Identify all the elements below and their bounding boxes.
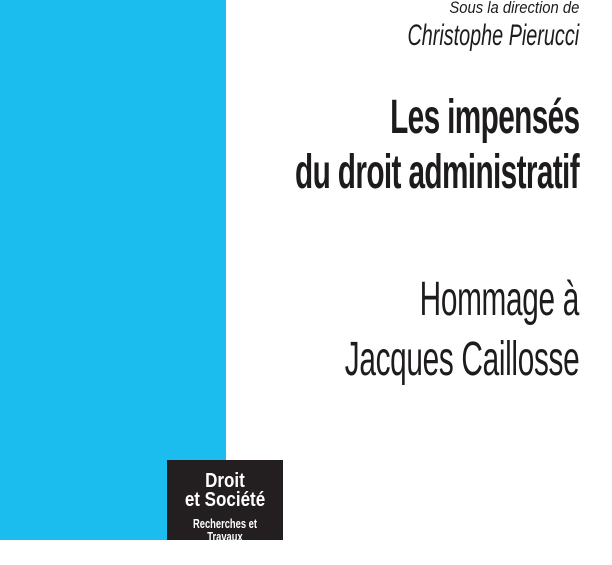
series-subname: Recherches et Travaux xyxy=(192,516,257,544)
byline-author-name: Christophe Pierucci xyxy=(407,19,579,52)
book-title-line2: du droit administratif xyxy=(295,146,579,199)
color-band xyxy=(0,0,226,540)
series-name-line2: et Société xyxy=(184,489,266,511)
book-subtitle-line2: Jacques Caillosse xyxy=(344,333,579,386)
book-subtitle-line1: Hommage à xyxy=(419,273,579,326)
series-name-line1: Droit xyxy=(205,470,245,492)
series-box xyxy=(167,460,283,565)
byline-intro: Sous la direction de xyxy=(449,0,579,17)
book-title-line1: Les impensés xyxy=(389,91,579,144)
series-volume-number: 35 xyxy=(214,545,236,565)
